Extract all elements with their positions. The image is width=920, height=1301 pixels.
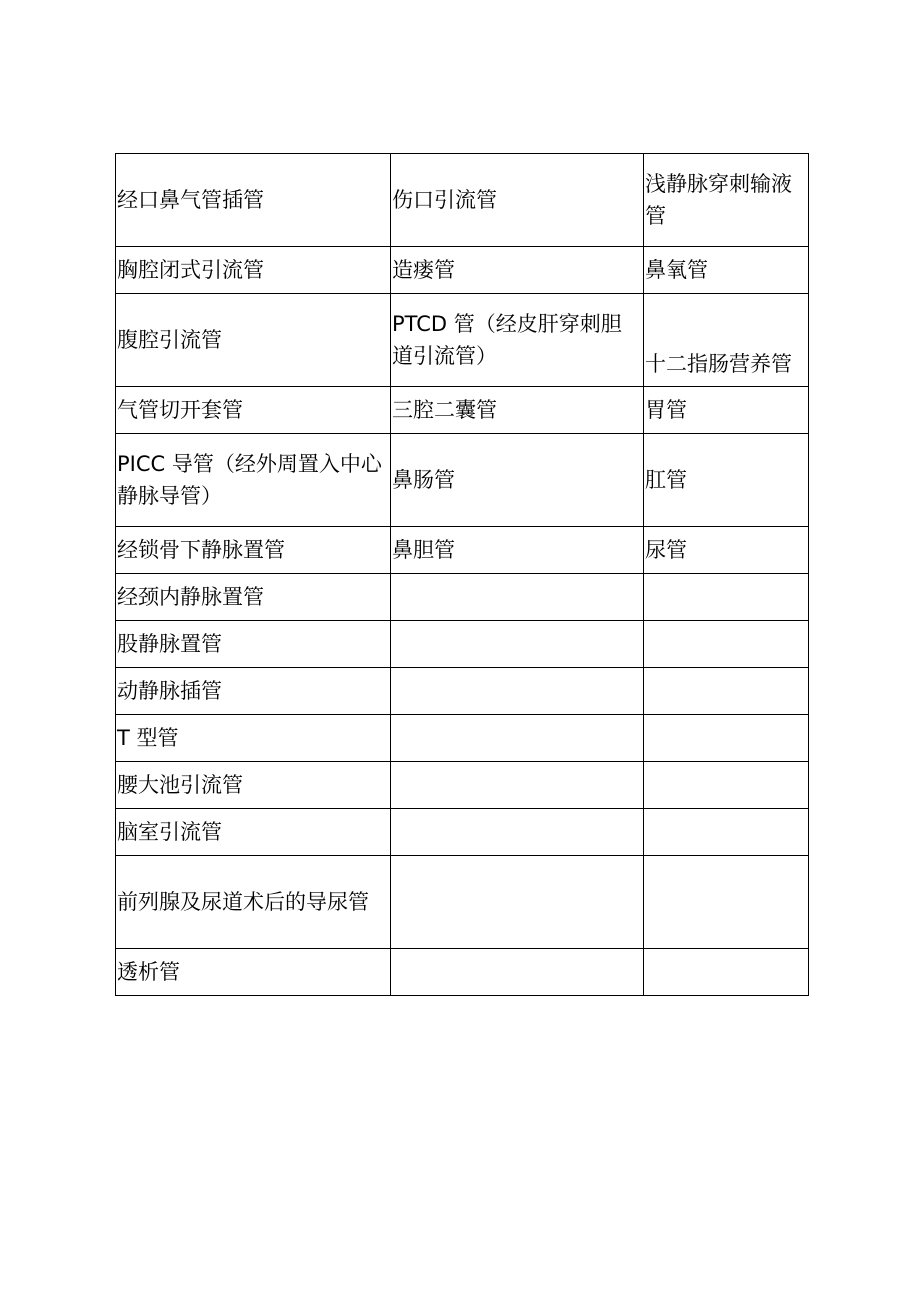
table-row bbox=[116, 809, 809, 856]
table-row bbox=[116, 574, 809, 621]
table-cell: 肛管 bbox=[644, 434, 809, 527]
catheter-type-table bbox=[115, 153, 809, 996]
table-cell: 前列腺及尿道术后的导尿管 bbox=[116, 856, 391, 949]
table-cell bbox=[391, 715, 644, 762]
table-cell: 经口鼻气管插管 bbox=[116, 154, 391, 247]
table-cell bbox=[644, 574, 809, 621]
table-cell bbox=[391, 574, 644, 621]
table-row bbox=[116, 387, 809, 434]
table-cell bbox=[644, 715, 809, 762]
table-cell: 腹腔引流管 bbox=[116, 294, 391, 387]
table-cell: 胃管 bbox=[644, 387, 809, 434]
table-cell: 鼻胆管 bbox=[391, 527, 644, 574]
table-cell bbox=[644, 621, 809, 668]
table-cell: PTCD 管（经皮肝穿刺胆道引流管） bbox=[391, 294, 644, 387]
table-cell: 透析管 bbox=[116, 949, 391, 996]
table-cell bbox=[391, 949, 644, 996]
table-cell bbox=[391, 762, 644, 809]
table-cell: 尿管 bbox=[644, 527, 809, 574]
table-cell: 股静脉置管 bbox=[116, 621, 391, 668]
table-row bbox=[116, 527, 809, 574]
table-cell: 三腔二囊管 bbox=[391, 387, 644, 434]
table-cell bbox=[644, 949, 809, 996]
table-cell bbox=[644, 762, 809, 809]
table-cell bbox=[391, 809, 644, 856]
table-cell: 鼻氧管 bbox=[644, 247, 809, 294]
table-row bbox=[116, 949, 809, 996]
table-cell: 经锁骨下静脉置管 bbox=[116, 527, 391, 574]
table-cell bbox=[644, 856, 809, 949]
table-cell bbox=[644, 809, 809, 856]
table-cell: 十二指肠营养管 bbox=[644, 294, 809, 387]
table-cell: 经颈内静脉置管 bbox=[116, 574, 391, 621]
table-cell: 气管切开套管 bbox=[116, 387, 391, 434]
table-cell: 胸腔闭式引流管 bbox=[116, 247, 391, 294]
table-cell: 造瘘管 bbox=[391, 247, 644, 294]
table-row bbox=[116, 621, 809, 668]
table-cell: 动静脉插管 bbox=[116, 668, 391, 715]
table-row bbox=[116, 668, 809, 715]
table-cell bbox=[391, 856, 644, 949]
table-cell: 浅静脉穿刺输液管 bbox=[644, 154, 809, 247]
table-cell: 鼻肠管 bbox=[391, 434, 644, 527]
table-cell: PICC 导管（经外周置入中心静脉导管） bbox=[116, 434, 391, 527]
table-cell: T 型管 bbox=[116, 715, 391, 762]
table-cell bbox=[391, 621, 644, 668]
table-cell: 伤口引流管 bbox=[391, 154, 644, 247]
table-row bbox=[116, 434, 809, 527]
table-cell bbox=[391, 668, 644, 715]
table-row bbox=[116, 247, 809, 294]
table-row bbox=[116, 856, 809, 949]
table-row bbox=[116, 762, 809, 809]
table-row bbox=[116, 154, 809, 247]
table-row bbox=[116, 715, 809, 762]
table-cell: 腰大池引流管 bbox=[116, 762, 391, 809]
table-cell bbox=[644, 668, 809, 715]
table-row bbox=[116, 294, 809, 387]
table-cell: 脑室引流管 bbox=[116, 809, 391, 856]
